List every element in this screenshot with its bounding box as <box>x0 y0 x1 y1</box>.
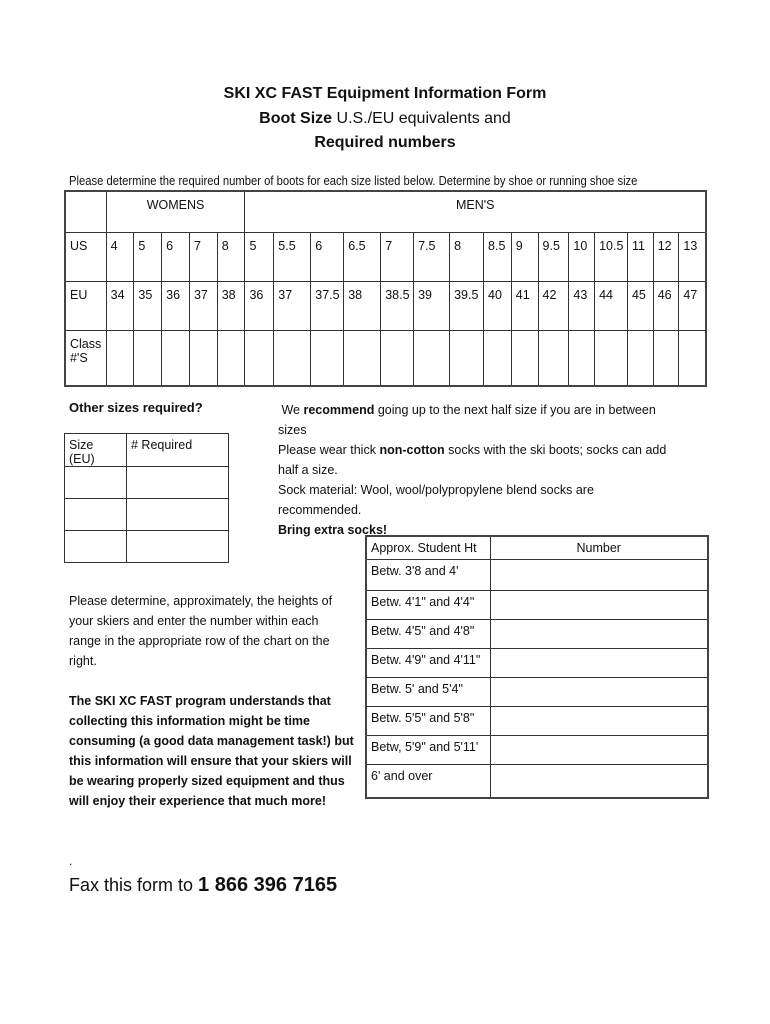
eu-size-cell: 41 <box>511 282 538 331</box>
boot-size-table <box>64 190 707 387</box>
height-range-label: Betw. 5'5" and 5'8" <box>366 707 490 736</box>
us-size-cell: 10.5 <box>595 233 628 282</box>
class-count-cell[interactable] <box>414 331 450 387</box>
stray-dot: . <box>69 854 73 868</box>
us-size-cell: 4 <box>106 233 134 282</box>
eu-size-cell: 34 <box>106 282 134 331</box>
class-count-cell[interactable] <box>311 331 344 387</box>
required-header: # Required <box>127 434 229 467</box>
height-row <box>366 736 708 765</box>
class-count-cell[interactable] <box>627 331 653 387</box>
class-count-cell[interactable] <box>134 331 162 387</box>
height-number-cell[interactable] <box>490 620 708 649</box>
class-count-cell[interactable] <box>162 331 190 387</box>
eu-size-cell: 40 <box>484 282 512 331</box>
us-size-cell: 9.5 <box>538 233 569 282</box>
form-subtitle: Boot Size U.S./EU equivalents and <box>259 110 511 127</box>
height-number-cell[interactable] <box>490 678 708 707</box>
height-instructions: Please determine, approximately, the heights of your skiers and enter the number within each range in the appropriate row of the chart on the right. <box>69 594 333 668</box>
class-count-cell[interactable] <box>653 331 679 387</box>
eu-size-cell: 47 <box>679 282 706 331</box>
form-subtitle-required: Required numbers <box>314 134 456 151</box>
us-size-cell: 6 <box>162 233 190 282</box>
sock-notes: We recommend going up to the next half size if you are in between sizes Please wear thick non-cotton socks with the ski boots; socks can add half a size. Sock material: Wool, wool/polypropylene blend socks are recommended. Bring extra socks! <box>278 403 667 537</box>
height-range-label: Betw. 3'8 and 4' <box>366 560 490 591</box>
class-count-cell[interactable] <box>450 331 484 387</box>
eu-size-cell: 37 <box>274 282 311 331</box>
eu-size-cell: 37.5 <box>311 282 344 331</box>
other-sizes-table <box>64 433 229 563</box>
eu-size-cell: 35 <box>134 282 162 331</box>
class-count-cell[interactable] <box>511 331 538 387</box>
height-range-label: Betw. 4'1" and 4'4" <box>366 591 490 620</box>
size-input-cell[interactable] <box>65 531 127 563</box>
class-count-cell[interactable] <box>381 331 414 387</box>
size-input-cell[interactable] <box>65 467 127 499</box>
height-number-cell[interactable] <box>490 736 708 765</box>
height-row <box>366 765 708 799</box>
height-number-cell[interactable] <box>490 591 708 620</box>
height-number-cell[interactable] <box>490 649 708 678</box>
fax-line: Fax this form to 1 866 396 7165 <box>69 874 338 896</box>
height-number-cell[interactable] <box>490 707 708 736</box>
us-size-cell: 11 <box>627 233 653 282</box>
us-size-cell: 7 <box>189 233 217 282</box>
height-number-cell[interactable] <box>490 765 708 799</box>
us-size-cell: 5.5 <box>274 233 311 282</box>
height-row <box>366 620 708 649</box>
us-size-cell: 7.5 <box>414 233 450 282</box>
form-title: SKI XC FAST Equipment Information Form <box>223 85 547 102</box>
required-input-cell[interactable] <box>127 499 229 531</box>
class-label: Class #'S <box>65 331 106 387</box>
eu-size-cell: 38.5 <box>381 282 414 331</box>
size-input-cell[interactable] <box>65 499 127 531</box>
eu-size-cell: 43 <box>569 282 595 331</box>
us-size-cell: 9 <box>511 233 538 282</box>
height-range-label: 6' and over <box>366 765 490 799</box>
eu-size-cell: 42 <box>538 282 569 331</box>
class-count-cell[interactable] <box>274 331 311 387</box>
height-row <box>366 591 708 620</box>
us-size-cell: 8 <box>217 233 245 282</box>
fax-number: 1 866 396 7165 <box>198 874 338 896</box>
height-number-cell[interactable] <box>490 560 708 591</box>
height-row <box>366 678 708 707</box>
eu-size-cell: 37 <box>189 282 217 331</box>
other-sizes-title: Other sizes required? <box>69 400 203 415</box>
eu-label: EU <box>65 282 106 331</box>
eu-size-cell: 38 <box>344 282 381 331</box>
eu-size-cell: 38 <box>217 282 245 331</box>
class-count-cell[interactable] <box>679 331 706 387</box>
class-count-cell[interactable] <box>344 331 381 387</box>
mens-header: MEN'S <box>245 191 706 233</box>
us-size-cell: 6 <box>311 233 344 282</box>
student-height-table <box>365 535 709 799</box>
height-range-label: Betw. 5' and 5'4" <box>366 678 490 707</box>
number-col-header: Number <box>490 536 708 560</box>
us-size-cell: 6.5 <box>344 233 381 282</box>
us-size-cell: 5 <box>134 233 162 282</box>
class-count-cell[interactable] <box>595 331 628 387</box>
class-count-cell[interactable] <box>217 331 245 387</box>
height-range-label: Betw, 5'9" and 5'11' <box>366 736 490 765</box>
class-count-cell[interactable] <box>245 331 274 387</box>
height-row <box>366 560 708 591</box>
us-size-cell: 8.5 <box>484 233 512 282</box>
height-row <box>366 649 708 678</box>
us-size-cell: 10 <box>569 233 595 282</box>
height-row <box>366 707 708 736</box>
height-range-label: Betw. 4'9" and 4'11" <box>366 649 490 678</box>
size-eu-header: Size (EU) <box>65 434 127 467</box>
class-count-cell[interactable] <box>106 331 134 387</box>
us-size-cell: 5 <box>245 233 274 282</box>
eu-size-cell: 36 <box>162 282 190 331</box>
program-statement: The SKI XC FAST program understands that collecting this information might be time consuming (a good data management task!) but this information will ensure that your skiers will be wearing properly sized equipment and thus will enjoy their experience that much more! <box>69 694 354 808</box>
class-count-cell[interactable] <box>569 331 595 387</box>
intro-text: Please determine the required number of boots for each size listed below. Determine by shoe or running shoe size <box>69 174 638 188</box>
eu-size-cell: 44 <box>595 282 628 331</box>
us-size-cell: 13 <box>679 233 706 282</box>
us-size-cell: 8 <box>450 233 484 282</box>
class-count-cell[interactable] <box>538 331 569 387</box>
class-count-cell[interactable] <box>484 331 512 387</box>
height-range-label: Betw. 4'5" and 4'8" <box>366 620 490 649</box>
eu-size-cell: 39.5 <box>450 282 484 331</box>
eu-size-cell: 39 <box>414 282 450 331</box>
eu-size-cell: 36 <box>245 282 274 331</box>
corner-cell <box>65 191 106 233</box>
eu-size-cell: 45 <box>627 282 653 331</box>
us-size-cell: 12 <box>653 233 679 282</box>
us-size-cell: 7 <box>381 233 414 282</box>
height-col-header: Approx. Student Ht <box>366 536 490 560</box>
womens-header: WOMENS <box>106 191 245 233</box>
required-input-cell[interactable] <box>127 467 229 499</box>
eu-size-cell: 46 <box>653 282 679 331</box>
class-count-cell[interactable] <box>189 331 217 387</box>
us-label: US <box>65 233 106 282</box>
required-input-cell[interactable] <box>127 531 229 563</box>
